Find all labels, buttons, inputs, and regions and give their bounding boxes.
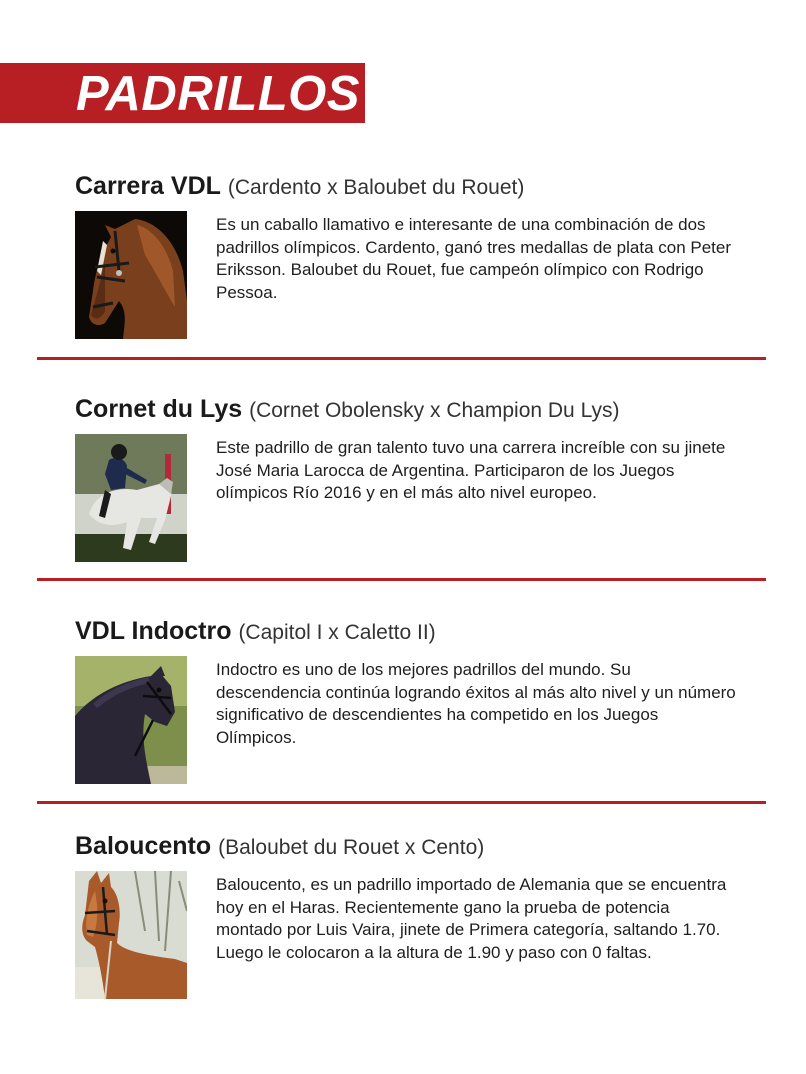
horse-photo xyxy=(75,656,187,784)
stallion-entry xyxy=(75,616,755,747)
stallion-description: Baloucento, es un padrillo importado de Alemania que se encuentra hoy en el Haras. Recientemente gano la prueba de potencia montado por Luis Vaira, jinete de Primera categoría, saltando 1.70. Luego le colocaron a la altura de 1.90 y paso con 0 faltas. xyxy=(216,875,727,962)
stallion-name: Carrera VDL xyxy=(75,172,221,200)
stallion-pedigree: (Capitol I x Caletto II) xyxy=(238,621,436,644)
stallion-pedigree: (Baloubet du Rouet x Cento) xyxy=(218,836,485,859)
page-title: PADRILLOS xyxy=(76,67,360,121)
stallion-heading xyxy=(75,616,755,648)
stallion-heading xyxy=(75,171,755,203)
stallion-entry xyxy=(75,171,755,302)
horse-photo xyxy=(75,211,187,339)
stallion-heading xyxy=(75,394,755,426)
stallion-description: Este padrillo de gran talento tuvo una carrera increíble con su jinete José Maria Larocca de Argentina. Participaron de los Juegos olímpicos Río 2016 y en el más alto nivel europeo. xyxy=(216,438,726,502)
stallion-heading xyxy=(75,831,755,863)
stallion-name: Baloucento xyxy=(75,832,212,860)
horse-photo xyxy=(75,871,187,999)
section-divider xyxy=(37,801,766,804)
stallion-pedigree: (Cardento x Baloubet du Rouet) xyxy=(227,176,525,199)
stallion-entry xyxy=(75,394,755,502)
section-divider xyxy=(37,357,766,360)
stallion-description: Indoctro es uno de los mejores padrillos del mundo. Su descendencia continúa logrando éxitos al más alto nivel y un número significativo de descendientes ha competido en los Juegos Olímpicos. xyxy=(216,660,736,747)
stallion-pedigree: (Cornet Obolensky x Champion Du Lys) xyxy=(249,399,620,422)
section-divider xyxy=(37,578,766,581)
stallion-entry xyxy=(75,831,755,962)
stallion-description: Es un caballo llamativo e interesante de una combinación de dos padrillos olímpicos. Cardento, ganó tres medallas de plata con Peter Eriksson. Baloubet du Rouet, fue campeón olímpico con Rodrigo Pessoa. xyxy=(216,215,732,302)
stallion-name: Cornet du Lys xyxy=(75,395,243,423)
stallion-name: VDL Indoctro xyxy=(75,617,232,645)
horse-photo xyxy=(75,434,187,562)
